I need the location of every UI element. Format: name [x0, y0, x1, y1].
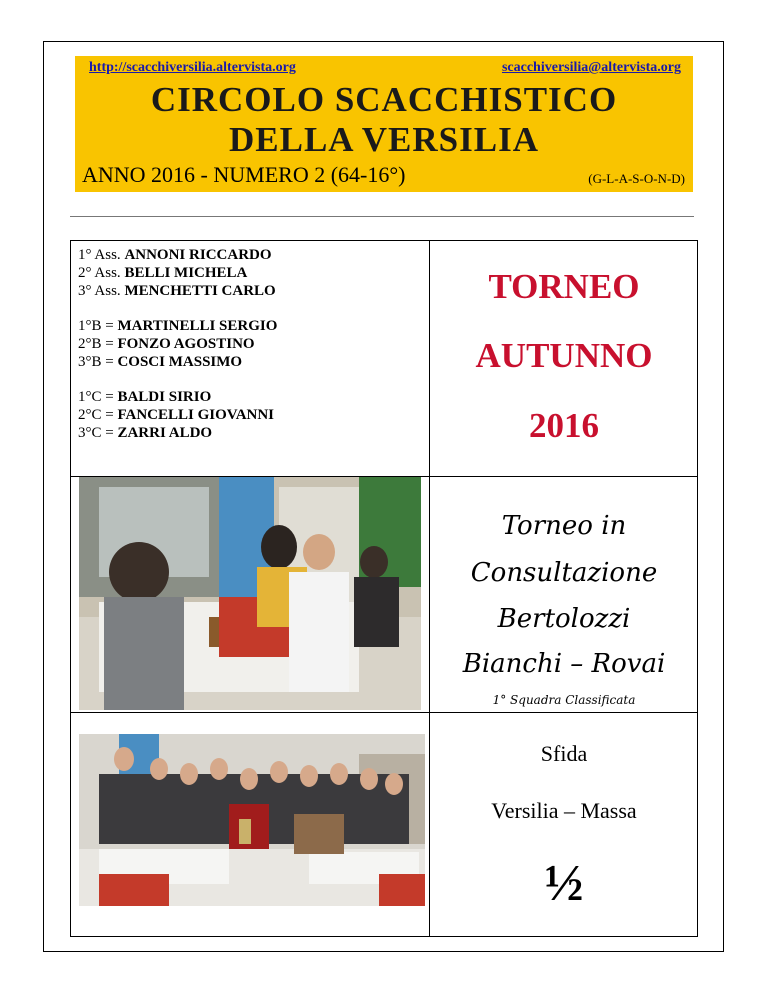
- challenge-score: ½: [544, 855, 584, 912]
- winner-row: 1°C = BALDI SIRIO: [78, 389, 212, 405]
- group-photo: [79, 734, 425, 906]
- club-title-line2: DELLA VERSILIA: [229, 120, 539, 159]
- consultation-line2: Consultazione: [470, 558, 658, 588]
- winner-row: 3°B = COSCI MASSIMO: [78, 354, 243, 370]
- divider: [70, 216, 694, 217]
- consultation-note: 1° Squadra Classificata: [492, 693, 636, 707]
- consultation-line4: Bianchi – Rovai: [462, 649, 666, 679]
- winner-row: 2°C = FANCELLI GIOVANNI: [78, 407, 275, 423]
- winner-row: 2° Ass. BELLI MICHELA: [78, 265, 248, 281]
- tournament-title-year: 2016: [529, 406, 599, 445]
- club-title-line1: CIRCOLO SCACCHISTICO: [150, 80, 618, 119]
- winner-row: 1°B = MARTINELLI SERGIO: [78, 318, 278, 334]
- tournament-title-line2: AUTUNNO: [475, 336, 653, 375]
- winner-row: 2°B = FONZO AGOSTINO: [78, 336, 255, 352]
- issue-label: ANNO 2016 - NUMERO 2 (64-16°): [82, 162, 406, 187]
- content-table: [70, 240, 698, 937]
- winner-row: 1° Ass. ANNONI RICCARDO: [78, 247, 272, 263]
- winners-gruppo-b: [78, 317, 277, 371]
- challenge-line1: Sfida: [540, 741, 588, 766]
- consultation-line1: Torneo in: [501, 511, 627, 541]
- masthead: [75, 56, 693, 192]
- winners-gruppo-c: [78, 388, 277, 442]
- row-divider-2: [71, 712, 697, 713]
- winners-list: [78, 246, 277, 459]
- winner-row: 3°C = ZARRI ALDO: [78, 425, 213, 441]
- club-title: [75, 80, 693, 160]
- email-link[interactable]: scacchiversilia@altervista.org: [501, 60, 681, 75]
- contact-links: [75, 60, 693, 80]
- chess-game-photo: [79, 477, 421, 710]
- website-link[interactable]: http://scacchiversilia.altervista.org: [89, 60, 296, 75]
- consultation-line3: Bertolozzi: [497, 604, 631, 634]
- challenge-line2: Versilia – Massa: [491, 798, 637, 823]
- winners-assoluto: [78, 246, 277, 300]
- months-label: (G-L-A-S-O-N-D): [588, 171, 685, 186]
- tournament-title-line1: TORNEO: [488, 267, 640, 306]
- winner-row: 3° Ass. MENCHETTI CARLO: [78, 283, 276, 299]
